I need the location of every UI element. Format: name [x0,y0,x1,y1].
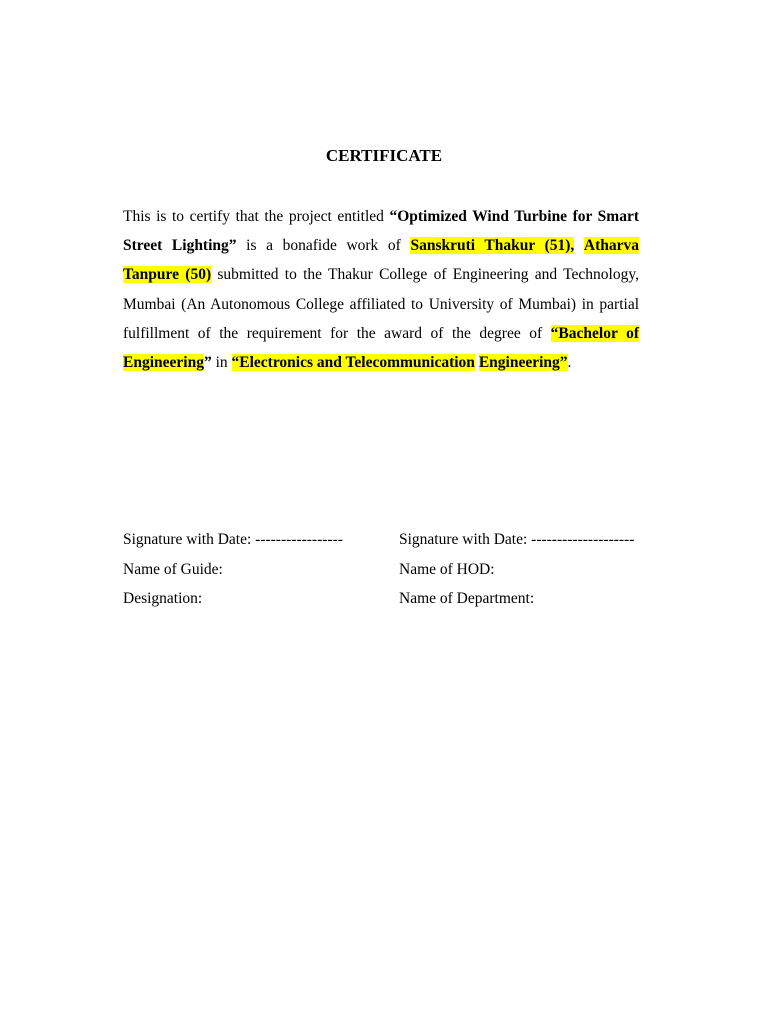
guide-designation-label: Designation: [123,590,203,607]
certificate-body [123,202,639,377]
project-title: “Optimized Wind Turbine for Smart Street Lighting” [123,208,639,255]
student-2-name: Atharva Tanpure (50) [123,237,640,284]
bonafide-text: is a bonafide work of [236,237,411,255]
department-name-line2: Engineering” [478,354,568,372]
hod-signature-block [399,525,634,614]
degree-name: “Bachelor of Engineering [123,324,639,372]
certificate-title: CERTIFICATE [325,146,443,165]
hod-name-label: Name of HOD: [399,560,495,578]
student-1-name: Sanskruti Thakur (51), [410,237,575,255]
department-name-label: Name of Department: [399,590,535,607]
degree-close-quote: ” [203,354,212,372]
period: . [567,354,572,372]
submitted-text: submitted to the Thakur College of Engineering and Technology, Mumbai (An Autonomous College affiliated to University of Mumbai) in partial fulfillment of the requirement for the award of the degree of [123,266,639,342]
hod-signature-line: Signature with Date: -------------------- [399,531,635,548]
guide-signature-line: Signature with Date: ----------------- [123,531,343,548]
intro-text: This is to certify that the project entitled [123,208,390,225]
in-text: in [211,354,232,372]
department-name-line1: “Electronics and Telecommunication [231,354,475,372]
guide-signature-block [123,525,343,614]
guide-name-label: Name of Guide: [123,560,223,578]
